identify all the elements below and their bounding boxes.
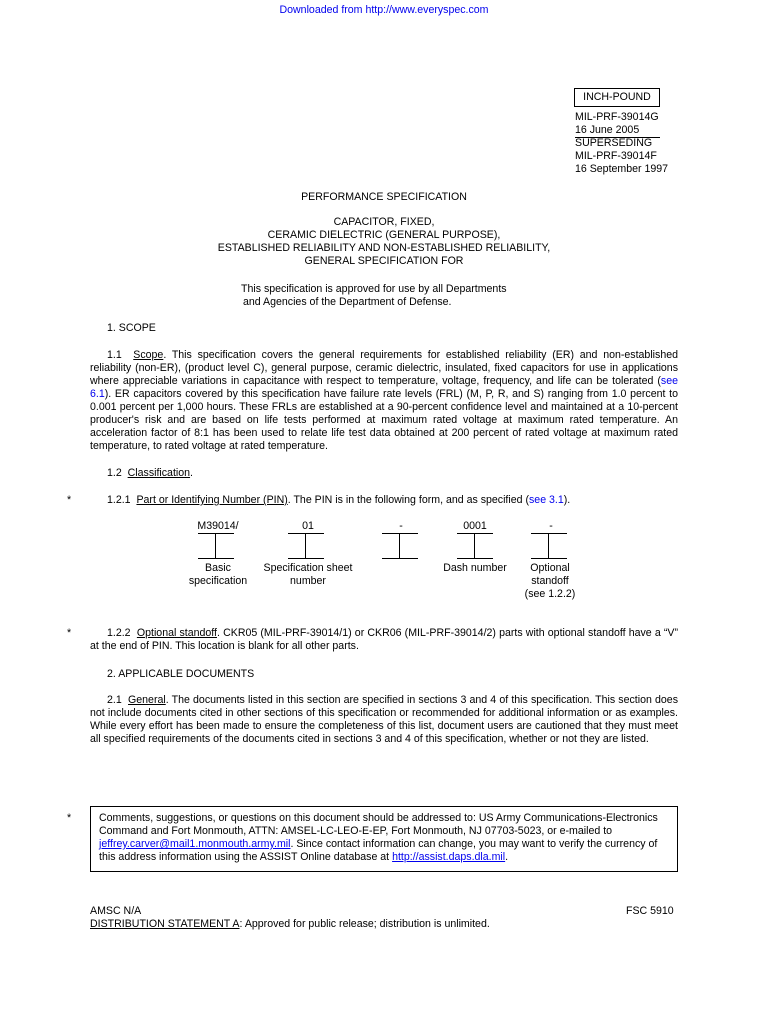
pin-text-a: . The PIN is in the following form, and as specified (	[287, 494, 529, 506]
pin-code-basic: M39014/	[197, 520, 239, 532]
scope-text-b: ). ER capacitors covered by this specification have failure rate levels (FRL) (M, P, R, and S) ranging from 1.0 percent to 0.001 percent per 1,000 hours. These FRLs are established at a 90-percent confidence level and maintained at a 10-percent producer's risk and are based on life tests performed at maximum rated voltage at maximum rated temperature. An acceleration factor of 8:1 has been used to relate life test data obtained at 200 percent of rated voltage at maximum rated temperature, to rated voltage at rated temperature.	[90, 388, 678, 452]
general-text: . The documents listed in this section are specified in sections 3 and 4 of this specification. This section does not include documents cited in other sections of this specification or recommended for additional information or as examples. While every effort has been made to ensure the completeness of this list, document users are cautioned that they must meet all specified requirements of the documents cited in sections 3 and 4 of this specification, whether or not they are listed.	[90, 694, 678, 745]
pin-label-basic-1: Basic	[205, 562, 231, 574]
pin-label-standoff-2: standoff	[531, 575, 569, 587]
classification-label: Classification	[127, 467, 191, 479]
distribution-text: : Approved for public release; distribution is unlimited.	[239, 918, 490, 930]
assist-database-link[interactable]: http://assist.daps.dla.mil	[392, 851, 506, 863]
pin-number: 1.2.1	[107, 494, 131, 506]
download-source-link[interactable]: Downloaded from http://www.everyspec.com	[279, 4, 489, 16]
approval-line1: This specification is approved for use by all Departments	[241, 283, 507, 295]
classification-heading	[107, 467, 193, 479]
approval-line2: and Agencies of the Department of Defense.	[243, 296, 452, 308]
scope-number: 1.1	[107, 349, 122, 361]
inch-pound-label: INCH-POUND	[583, 91, 651, 103]
spec-title-line2: CERAMIC DIELECTRIC (GENERAL PURPOSE),	[267, 229, 501, 241]
pin-label-dash: Dash number	[443, 562, 507, 574]
spec-title-line4: GENERAL SPECIFICATION FOR	[304, 255, 464, 267]
doc-number: MIL-PRF-39014G	[575, 111, 659, 123]
pin-label-basic-2: specification	[188, 575, 248, 587]
general-label: General	[128, 694, 166, 706]
distribution-label: DISTRIBUTION STATEMENT A	[90, 918, 240, 930]
pin-see-link[interactable]: see 3.1	[529, 494, 564, 506]
pin-code-separator: -	[399, 520, 403, 532]
inch-pound-badge	[574, 88, 660, 107]
standoff-paragraph	[90, 627, 678, 653]
section-heading-scope: 1. SCOPE	[107, 322, 156, 334]
comments-text-b: . Since contact information can change, you may want to verify the currency of this address information using the ASSIST Online database at	[99, 838, 658, 863]
classification-tail: .	[190, 467, 193, 479]
comments-text	[99, 812, 667, 864]
standoff-label: Optional standoff	[136, 627, 217, 639]
doc-date: 16 June 2005	[575, 124, 660, 138]
superseding-label: SUPERSEDING	[575, 137, 653, 149]
distribution-statement	[90, 918, 490, 930]
classification-number: 1.2	[107, 467, 122, 479]
fsc-code: FSC 5910	[626, 905, 674, 917]
spec-type-title: PERFORMANCE SPECIFICATION	[301, 191, 467, 203]
pin-code-standoff: -	[549, 520, 553, 532]
scope-paragraph	[90, 349, 678, 453]
pin-code-dash: 0001	[463, 520, 487, 532]
pin-text-b: ).	[563, 494, 571, 506]
change-marker: *	[67, 494, 72, 506]
pin-code-sheet: 01	[302, 520, 314, 532]
scope-see-link[interactable]: see 6.1	[90, 375, 678, 400]
pin-label: Part or Identifying Number (PIN)	[136, 494, 288, 506]
pin-paragraph	[107, 494, 570, 506]
spec-title-line3: ESTABLISHED RELIABILITY AND NON-ESTABLISHED RELIABILITY,	[217, 242, 551, 254]
general-paragraph	[90, 694, 678, 746]
section-heading-applicable-documents: 2. APPLICABLE DOCUMENTS	[107, 668, 255, 680]
previous-doc-number: MIL-PRF-39014F	[575, 150, 657, 162]
pin-label-sheet-1: Specification sheet	[263, 562, 353, 574]
change-marker: *	[67, 812, 72, 824]
pin-label-standoff-1: Optional	[530, 562, 570, 574]
comments-text-c: .	[505, 851, 509, 863]
comments-box	[90, 806, 678, 872]
change-marker: *	[67, 627, 72, 639]
previous-doc-date: 16 September 1997	[575, 163, 669, 175]
general-number: 2.1	[107, 694, 122, 706]
spec-title-line1: CAPACITOR, FIXED,	[333, 216, 435, 228]
comments-text-a: Comments, suggestions, or questions on this document should be addressed to: US Army Communications-Electronics Command and Fort Monmouth, ATTN: AMSEL-LC-LEO-E-EP, Fort Monmouth, NJ 07703-5023, or e-mailed to	[99, 812, 658, 837]
amsc-code: AMSC N/A	[90, 905, 142, 917]
contact-email-link[interactable]: jeffrey.carver@mail1.monmouth.army.mil	[99, 838, 291, 850]
scope-label: Scope	[133, 349, 164, 361]
pin-label-sheet-2: number	[290, 575, 326, 587]
standoff-number: 1.2.2	[107, 627, 131, 639]
standoff-text: . CKR05 (MIL-PRF-39014/1) or CKR06 (MIL-PRF-39014/2) parts with optional standoff have a “V” at the end of PIN. This location is blank for all other parts.	[90, 627, 678, 652]
scope-text-a: . This specification covers the general requirements for established reliability (ER) and non-established reliability (non-ER), (product level C), general purpose, ceramic dielectric, insulated, fixed capacitors for use in applications where appreciable variations in capacitance with respect to temperature, voltage, frequency, and life can be tolerated (	[90, 349, 679, 387]
pin-label-standoff-3: (see 1.2.2)	[524, 588, 576, 600]
